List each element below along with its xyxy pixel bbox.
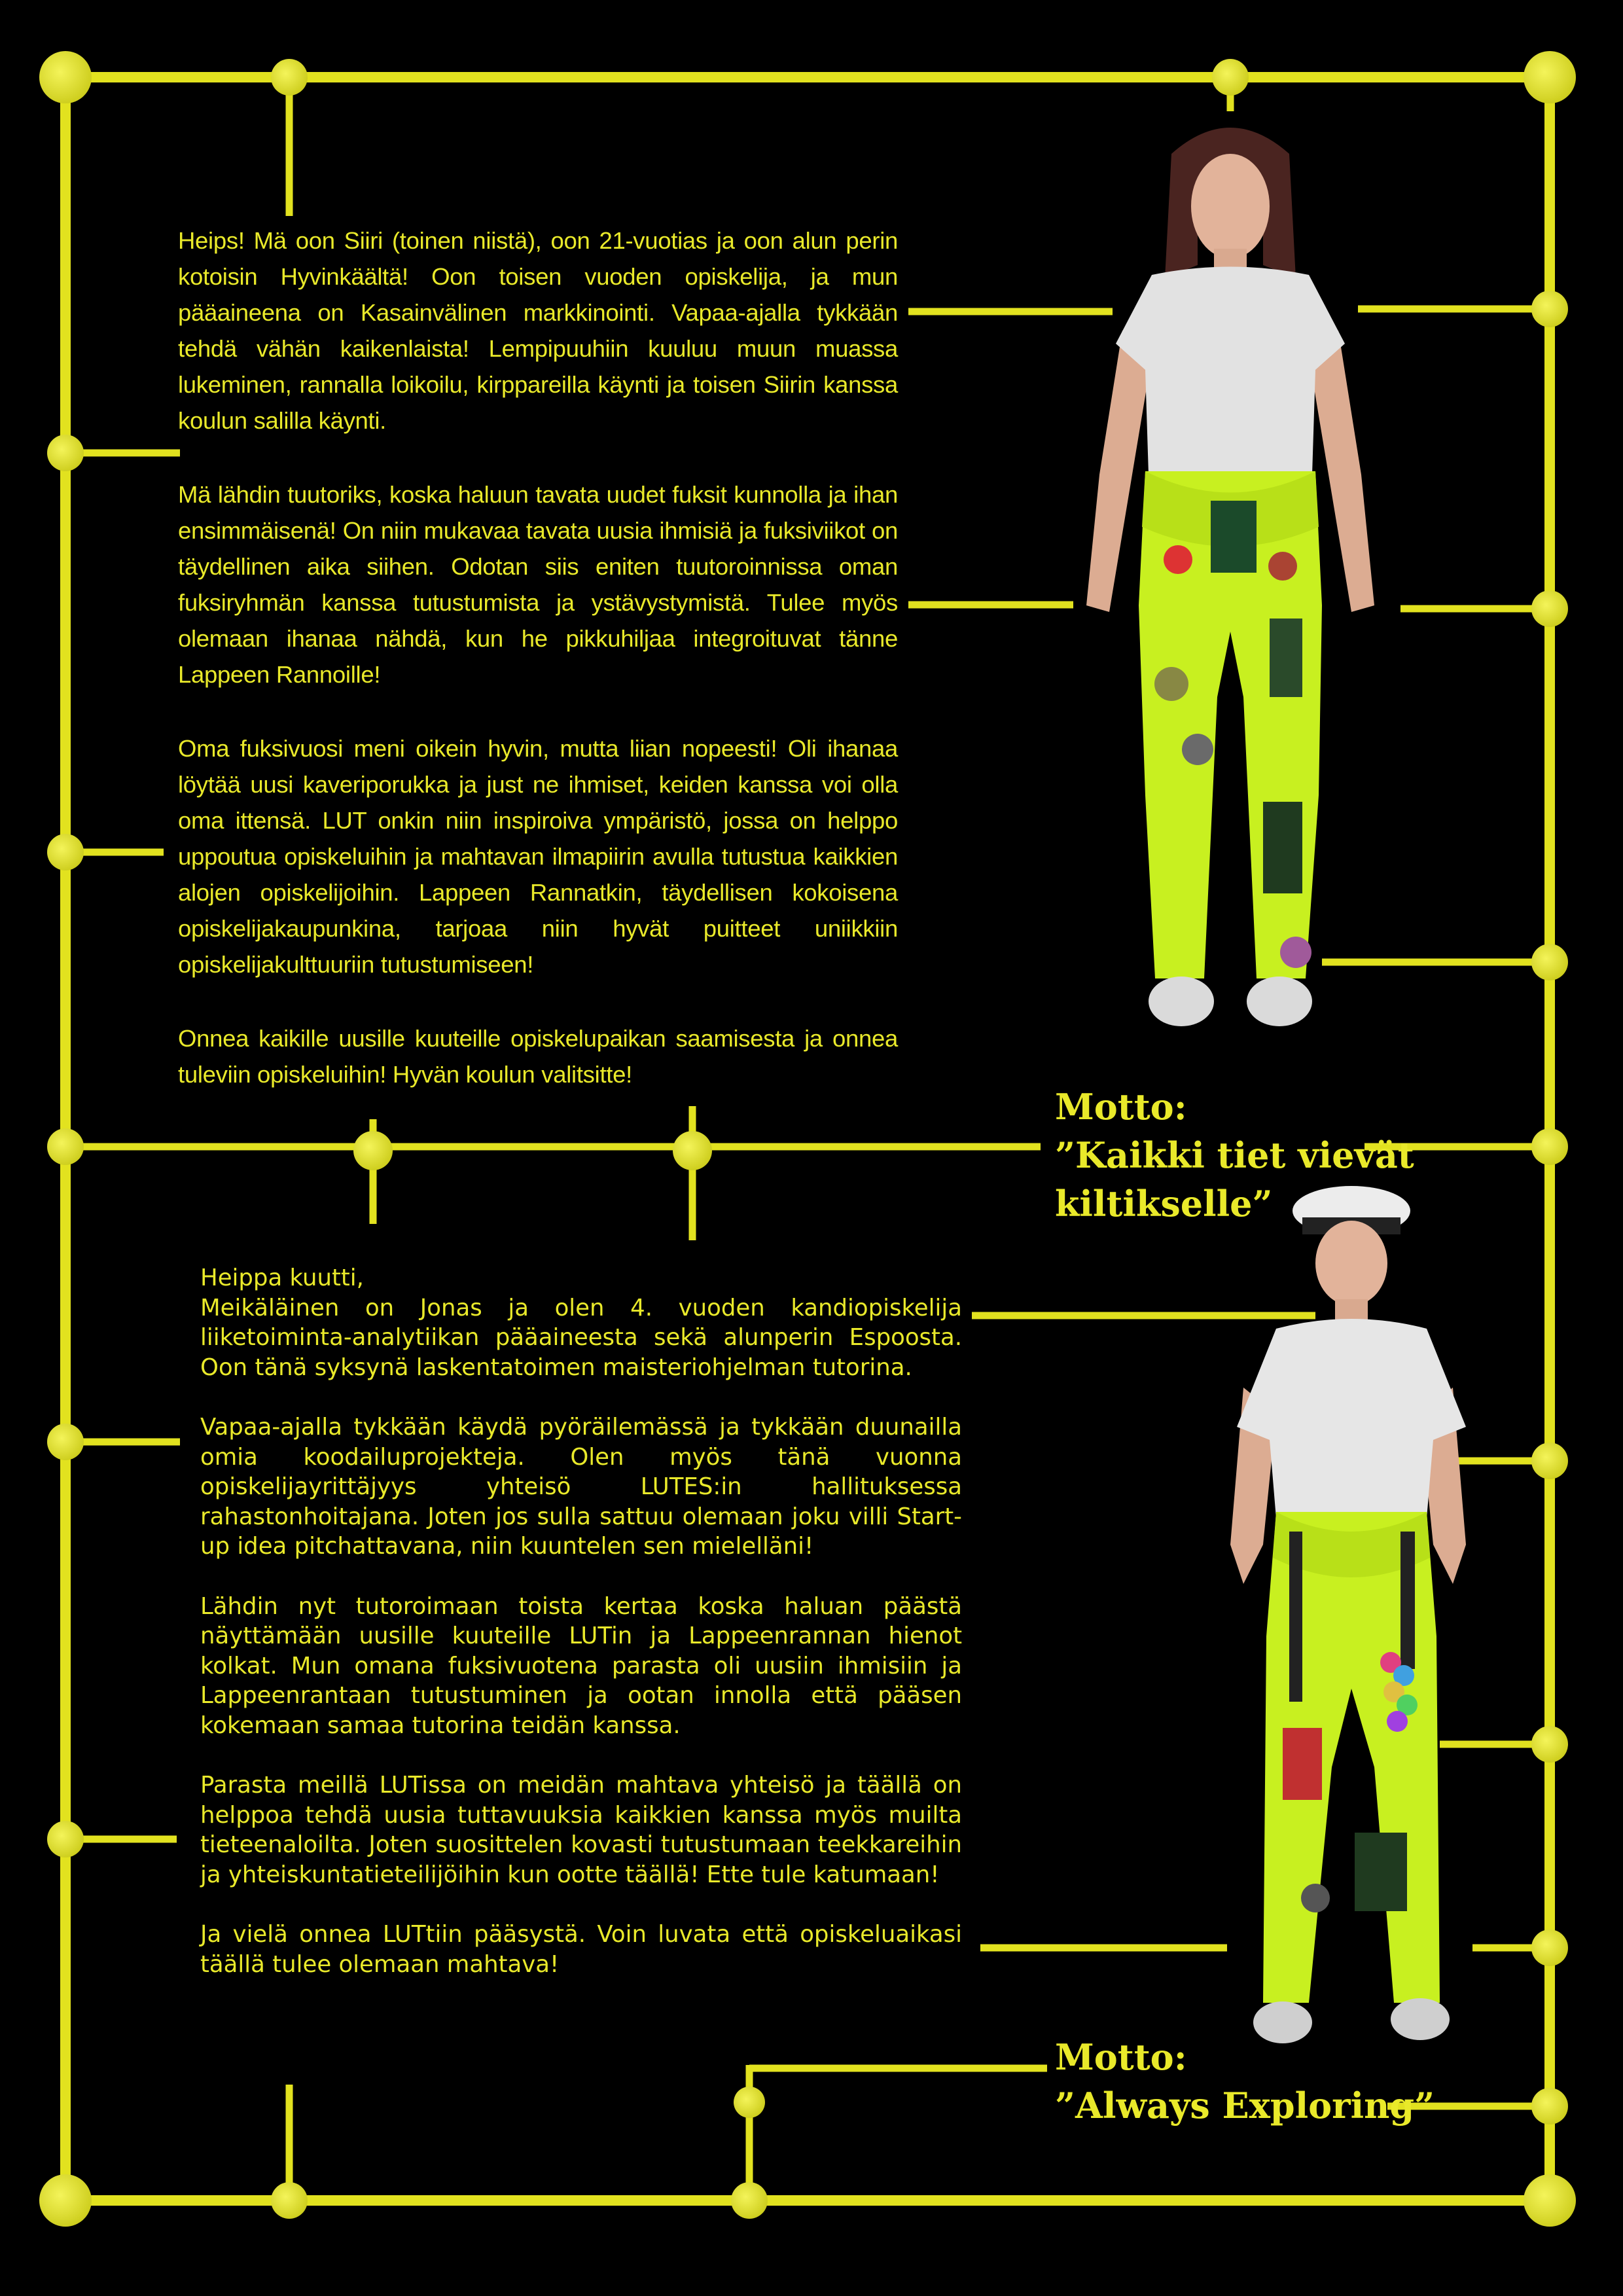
motto-text-line: ”Kaikki tiet vievät [1055, 1134, 1414, 1176]
siiri-motto [1055, 1083, 1414, 1228]
motto-label: Motto: [1055, 2036, 1187, 2078]
siiri-paragraph: Oma fuksivuosi meni oikein hyvin, mutta liian nopeesti! Oli ihanaa löytää uusi kaveriporukka ja just ne ihmiset, keiden kanssa voi olla oma ittensä. LUT onkin niin inspiroiva ympäristö, jossa on helppo uppoutua opiskeluihin ja mahtavan ilmapiirin avulla tutustua kaikkien alojen opiskelijoihin. Lappeen Rannatkin, täydellisen kokoisena opiskelijakaupunkina, tarjoaa niin hyvät puitteet uniikkiin opiskelijakulttuuriin tutustumiseen! [178, 735, 898, 978]
siiri-photo [1047, 108, 1414, 1090]
motto-text-line: ”Always Exploring” [1055, 2085, 1435, 2126]
motto-label: Motto: [1055, 1086, 1187, 1128]
jonas-motto [1055, 2033, 1435, 2130]
motto-text-line: kiltikselle” [1055, 1183, 1273, 1225]
jonas-paragraph: Vapaa-ajalla tykkään käydä pyöräilemässä ja tykkään duunailla omia koodailuprojekteja. Olen myös tänä vuonna opiskelijayrittäjyys yhteisö LUTES:in hallituksessa rahastonhoitajana. Joten jos sulla sattuu olemaan joku villi Start-up idea pitchattavana, niin kuuntelen sen mielelläni! [200, 1414, 962, 1560]
jonas-photo [1204, 1178, 1492, 2055]
jonas-paragraph: Meikäläinen on Jonas ja olen 4. vuoden kandiopiskelija liiketoiminta-analytiikan pääaineesta sekä alunperin Espoosta. Oon tänä syksynä laskentatoimen maisteriohjelman tutorina. [200, 1294, 962, 1381]
jonas-paragraph: Parasta meillä LUTissa on meidän mahtava yhteisö ja täällä on helppoa tehdä uusia tuttavuuksia kaikkien kanssa myös muilta tieteenaloilta. Joten suosittelen kovasti tutustumaan teekkareihin ja yhteiskuntatieteilijöihin kun ootte täällä! Ette tule katumaan! [200, 1772, 962, 1888]
siiri-paragraph: Mä lähdin tuutoriks, koska haluun tavata uudet fuksit kunnolla ja ihan ensimmäisenä! On niin mukavaa tavata uusia ihmisiä ja fuksiviikot on täydellinen aika siihen. Odotan siis eniten tuutoroinnissa oman fuksiryhmän kanssa tutustumista ja ystävystymistä. Tulee myös olemaan ihanaa nähdä, kun he pikkuhiljaa integroituvat tänne Lappeen Rannoille! [178, 481, 898, 688]
siiri-paragraph: Onnea kaikille uusille kuuteille opiskelupaikan saamisesta ja onnea tuleviin opiskeluihin! Hyvän koulun valitsitte! [178, 1025, 898, 1088]
siiri-intro [178, 223, 898, 1130]
jonas-intro [200, 1263, 962, 2009]
jonas-paragraph: Ja vielä onnea LUTtiin pääsystä. Voin luvata että opiskeluaikasi täällä tulee olemaan mahtava! [200, 1921, 962, 1978]
jonas-paragraph: Lähdin nyt tutoroimaan toista kertaa koska haluan päästä näyttämään uusille kuuteille LUTin ja Lappeenrannan hienot kolkat. Mun omana fuksivuotena parasta oli uusiin ihmisiin ja Lappeenrantaan tutustuminen ja ootan innolla että pääsen kokemaan samaa tutorina teidän kanssa. [200, 1592, 962, 1739]
jonas-greeting: Heippa kuutti, [200, 1265, 364, 1291]
siiri-paragraph: Heips! Mä oon Siiri (toinen niistä), oon 21-vuotias ja oon alun perin kotoisin Hyvinkäältä! Oon toisen vuoden opiskelija, ja mun pääaineena on Kasainvälinen markkinointi. Vapaa-ajalla tykkään tehdä vähän kaikenlaista! Lempipuuhiin kuuluu muun muassa lukeminen, rannalla loikoilu, kirppareilla käynti ja toisen Siirin kanssa koulun salilla käynti. [178, 227, 898, 434]
